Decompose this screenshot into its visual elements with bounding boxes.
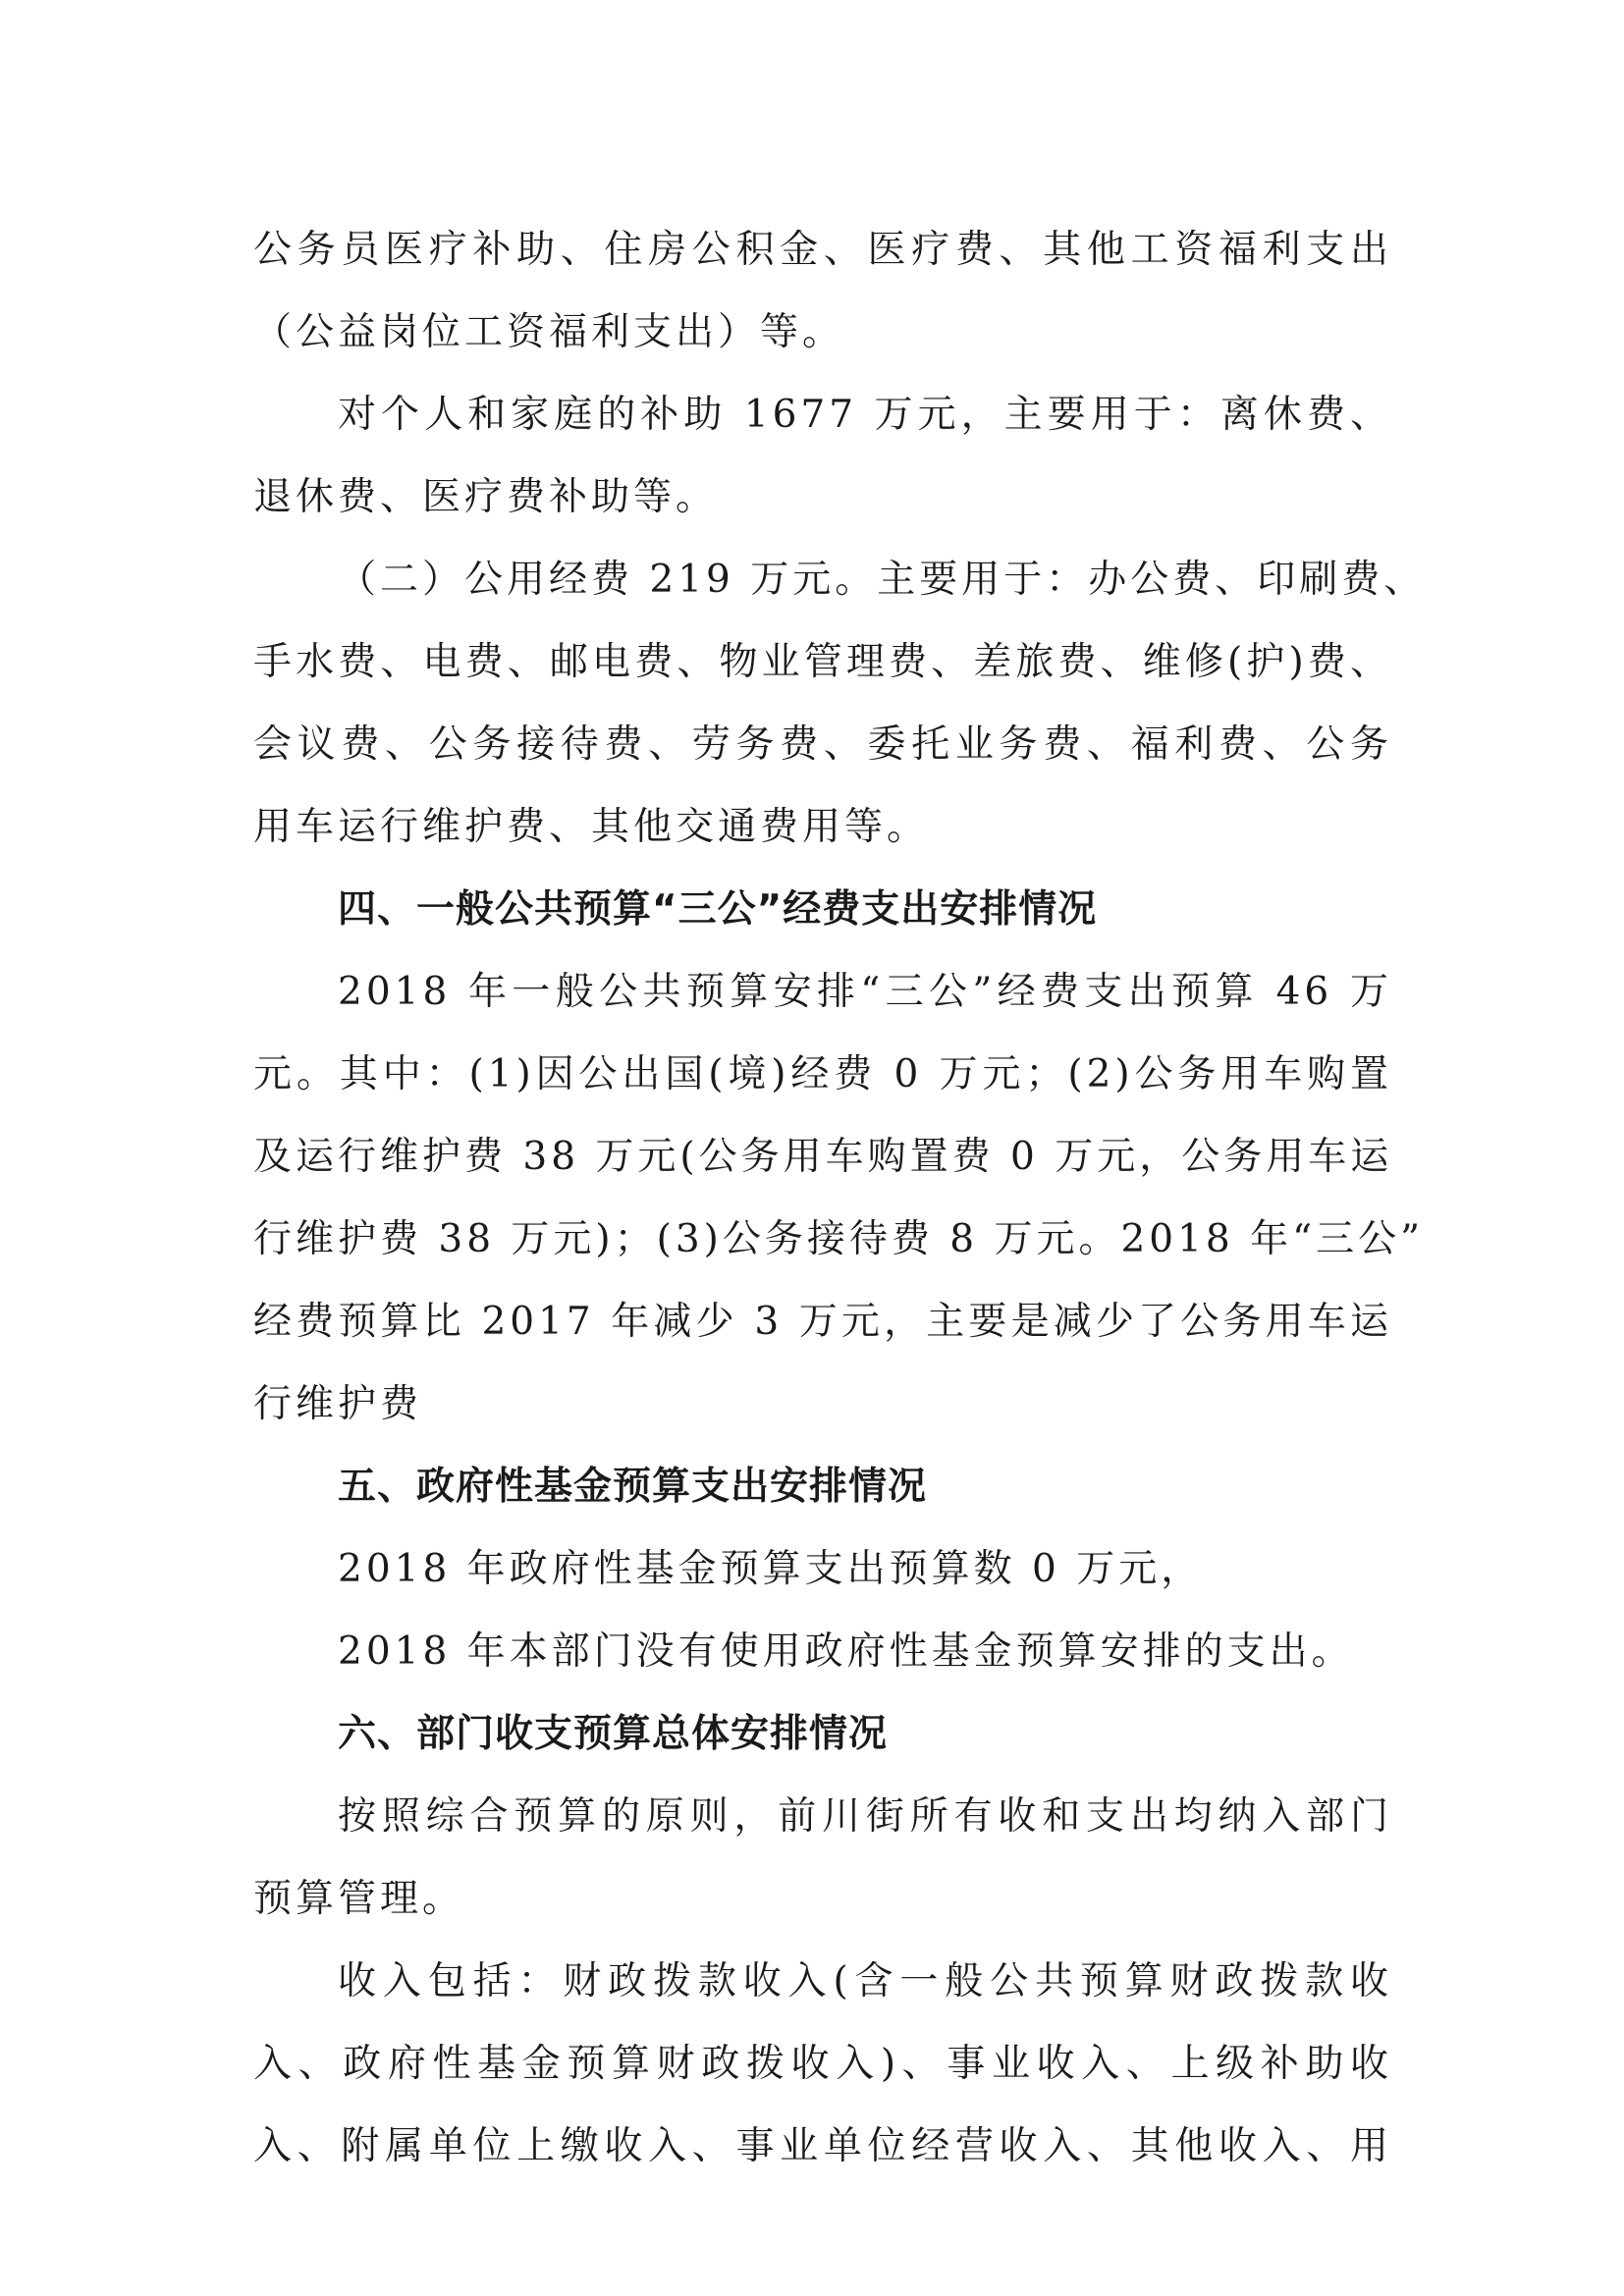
paragraph-line: 对个人和家庭的补助 1677 万元，主要用于：离休费、 [338,393,1392,437]
paragraph-line: 元。其中：(1)因公出国(境)经费 0 万元；(2)公务用车购置 [253,1052,1392,1096]
paragraph-line: 会议费、公务接待费、劳务费、委托业务费、福利费、公务 [253,722,1392,767]
paragraph-line: 行维护费 [253,1382,423,1426]
paragraph-line: 入、政府性基金预算财政拨收入)、事业收入、上级补助收 [253,2042,1392,2086]
section-heading-6: 六、部门收支预算总体安排情况 [338,1712,889,1756]
section-heading-5: 五、政府性基金预算支出安排情况 [338,1465,928,1509]
section-heading-4: 四、一般公共预算“三公”经费支出安排情况 [338,887,1098,932]
paragraph-line: 用车运行维护费、其他交通费用等。 [253,805,930,849]
paragraph-line: 及运行维护费 38 万元(公务用车购置费 0 万元，公务用车运 [253,1135,1393,1179]
paragraph-line: （二）公用经费 219 万元。主要用于：办公费、印刷费、 [338,558,1427,602]
paragraph-line: 退休费、医疗费补助等。 [253,475,719,519]
paragraph-line: 手水费、电费、邮电费、物业管理费、差旅费、维修(护)费、 [253,640,1392,684]
paragraph-line: 公务员医疗补助、住房公积金、医疗费、其他工资福利支出 [253,228,1392,272]
paragraph-line: 2018 年政府性基金预算支出预算数 0 万元， [338,1547,1204,1591]
paragraph-line: 行维护费 38 万元)；(3)公务接待费 8 万元。2018 年“三公” [253,1217,1425,1261]
paragraph-line: 收入包括：财政拨款收入(含一般公共预算财政拨款收 [338,1959,1392,2003]
paragraph-line: 2018 年本部门没有使用政府性基金预算安排的支出。 [338,1629,1354,1674]
paragraph-line: 按照综合预算的原则，前川街所有收和支出均纳入部门 [338,1794,1392,1839]
paragraph-line: 入、附属单位上缴收入、事业单位经营收入、其他收入、用 [253,2124,1392,2168]
paragraph-line: （公益岗位工资福利支出）等。 [253,310,845,354]
paragraph-line: 2018 年一般公共预算安排“三公”经费支出预算 46 万 [338,970,1392,1014]
paragraph-line: 经费预算比 2017 年减少 3 万元，主要是减少了公务用车运 [253,1300,1392,1344]
paragraph-line: 预算管理。 [253,1877,465,1921]
